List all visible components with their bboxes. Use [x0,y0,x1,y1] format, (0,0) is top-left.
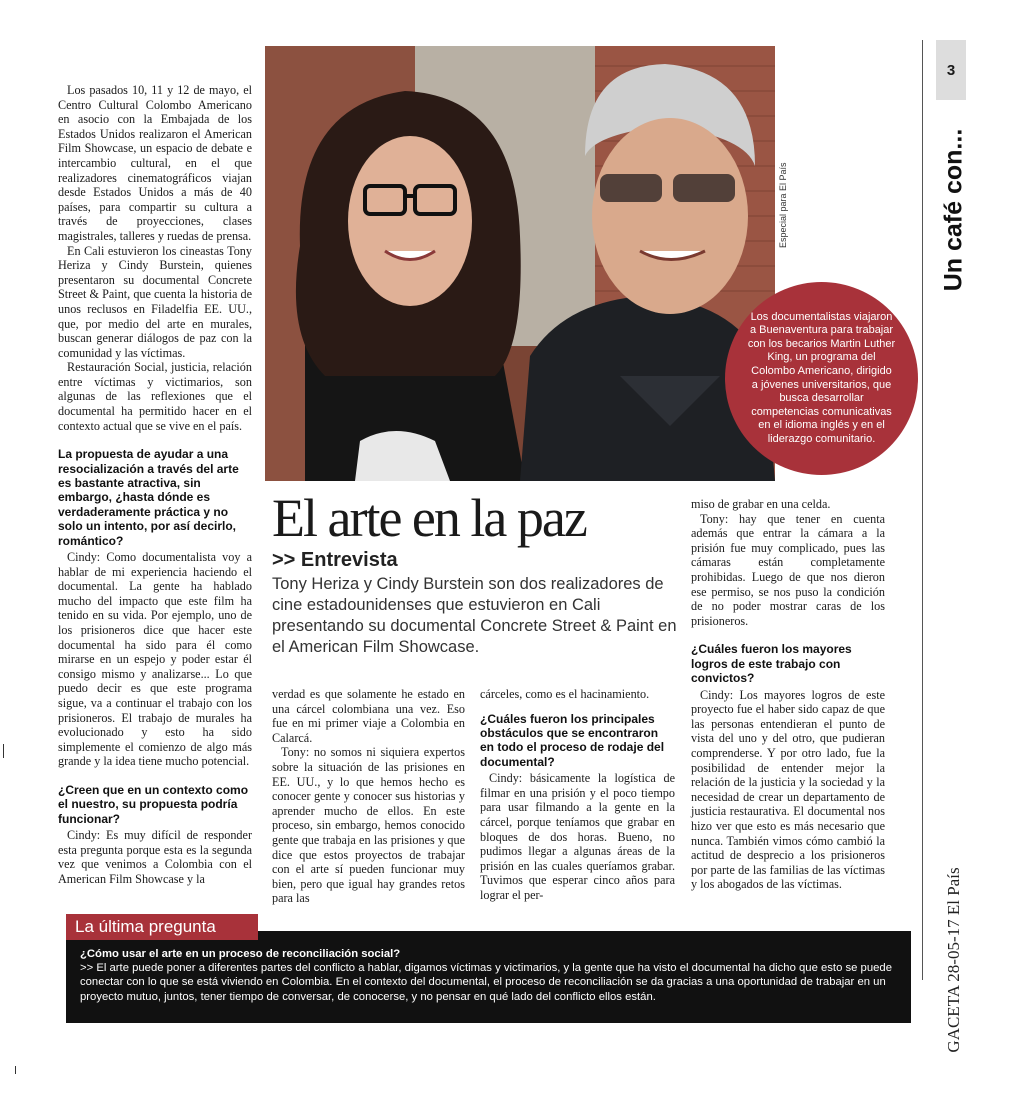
interview-answer: verdad es que solamente he estado en una cárcel colombiana una vez. Eso fue en mi primer viaje a Colombia en Calarcá. [272,687,465,745]
interview-answer: Tony: no somos ni siquiera expertos sobre la situación de las prisiones en EE. UU., y lo que hemos hecho es conocer gente y conocer sus historias y aprender mucho de ellos. En este proceso, sin embargo, hemos conocido gente que trabaja en las prisiones y que dice que estos proyectos de trabajar con el arte sí pueden funcionar muy bien, pero que igual hay grandes retos para las [272,745,465,906]
info-badge-text: Los documentalistas viajaron a Buenaventura para trabajar con los becarios Martin Luther King, un programa del Colombo Americano, dirigido a jóvenes universitarios, que busca desarrollar competencias comunicativas en el idioma inglés y en el liderazgo comunitario. [747,310,896,445]
interview-answer: Cindy: Como documentalista voy a hablar de mi experiencia haciendo el documental. La gente ha hablado mucho del impacto que este film ha tenido en su vida. Por ejemplo, uno de los prisioneros dice que hacer este documental ha sido para él como mirarse en un espejo y poder estar él consigo mismo y analizarse... Lo que puedo decir es que este programa sigue, va a continuar el trabajo con los prisioneros. El trabajo de murales ha evolucionado y esto ha sido simplemente el comienzo de algo más grande y la idea tiene mucho potencial. [58,550,252,769]
interview-answer: Tony: hay que tener en cuenta además que entrar la cámara a la prisión fue muy complicado, pues las cámaras están completamente prohibidas. Luego de que nos dieron ese permiso, se nos puso la condición de no poder mostrar caras de los prisioneros. [691,511,885,628]
interview-answer: Cindy: Los mayores logros de este proyecto fue el haber sido capaz de que las personas entendieran el punto de vista del uno y del otro, que pudieran comprenderse. Y por otro lado, fue la posibilidad de entender mejor la relación de la justicia y la sociedad y la necesidad de crear un departamento de justicia restaurativa. El documental nos hizo ver que esto es más necesario que nunca. También vimos cómo cambió la actitud de desprecio a los prisioneros por parte de las familias de las víctimas y los abogados de las víctimas. [691,687,885,892]
interview-answer: cárceles, como es el hacinamiento. [480,687,650,701]
interview-question: ¿Cuáles fueron los mayores logros de este trabajo con convictos? [691,642,852,686]
photo-credit: Especial para El País [778,162,788,248]
interview-question: La propuesta de ayudar a una resocialización a través del arte es bastante atractiva, sin embargo, ¿hasta dónde es verdaderamente práctica y no solo un intento, por así decirlo, romántico? [58,447,239,548]
info-badge [725,282,918,475]
last-question-banner [66,931,911,1023]
scan-mark [3,744,4,758]
page-number: 3 [936,40,966,100]
interview-answer: Cindy: Es muy difícil de responder esta pregunta porque esta es la segunda vez que venimos a Colombia con el American Film Showcase y la [58,828,252,886]
interview-question: ¿Creen que en un contexto como el nuestro, su propuesta podría funcionar? [58,783,249,826]
publication-footer-text: GACETA 28-05-17 El País [944,867,963,1053]
scan-mark [15,1066,16,1074]
article-column-1 [58,83,252,887]
dek: Tony Heriza y Cindy Burstein son dos realizadores de cine estadounidenses que estuvieron en Cali presentando su documental Concrete Street & Paint en el American Film Showcase. [272,575,677,656]
section-label [930,120,978,300]
interview-answer: miso de grabar en una celda. [691,497,831,511]
section-label-text: Un café con... [939,128,968,292]
intro-paragraph: En Cali estuvieron los cineastas Tony Heriza y Cindy Burstein, quienes presentaron su documental Concrete Street & Paint, que cuenta la historia de unos reclusos en Filadelfia EE. UU., que, por medio del arte en murales, buscan generar diálogos de paz con la comunidad y las víctimas. [58,243,252,360]
last-question-text: ¿Cómo usar el arte en un proceso de reconciliación social? [80,948,401,960]
last-question-tab: La última pregunta [66,914,258,940]
article-column-4 [691,497,885,892]
headline: El arte en la paz [272,488,586,548]
article-column-3 [480,687,675,903]
article-column-2 [272,687,465,906]
interview-photo [265,46,775,481]
interview-question: ¿Cuáles fueron los principales obstáculos que se encontraron en todo el proceso de rodaje del documental? [480,711,665,769]
publication-footer [930,867,978,1053]
intro-paragraph: Los pasados 10, 11 y 12 de mayo, el Centro Cultural Colombo Americano en asocio con la Embajada de los Estados Unidos realizaron el American Film Showcase, un espacio de debate e intercambio cultural, en el que realizadores cinematográficos viajan desde Estados Unidos a más de 40 países, para compartir su cultura a través de proyecciones, clases magistrales, talleres y ruedas de prensa. [58,83,252,243]
kicker: >> Entrevista [272,549,398,571]
rail-divider [922,40,923,980]
photo-illustration [265,46,775,481]
interview-answer: Cindy: básicamente la logística de filmar en una prisión y el poco tiempo para usar filmando a la gente en la cárcel, porque teníamos que grabar en bloques de dos horas. Bueno, no pudimos llegar a algunas áreas de la prisión en las cuales queríamos grabar. Tuvimos que esperar cinco años para lograr el per- [480,771,675,902]
last-question-answer: >> El arte puede poner a diferentes partes del conflicto a hablar, digamos víctimas y victimarios, y la gente que ha visto el documental ha dicho que esto se puede conectar con lo que se está viviendo en Colombia. En el contexto del documental, el proceso de reconciliación se da gracias a una oportunidad de trabajar en un proyecto mutuo, juntos, tener tiempo de conversar, de conocerse, y no pensar en qué lado del conflicto ellos están. [80,962,892,1003]
intro-paragraph: Restauración Social, justicia, relación entre víctimas y victimarios, son algunas de las reflexiones que el documental ha permitido hacer en el contexto actual que se vive en el país. [58,360,252,433]
